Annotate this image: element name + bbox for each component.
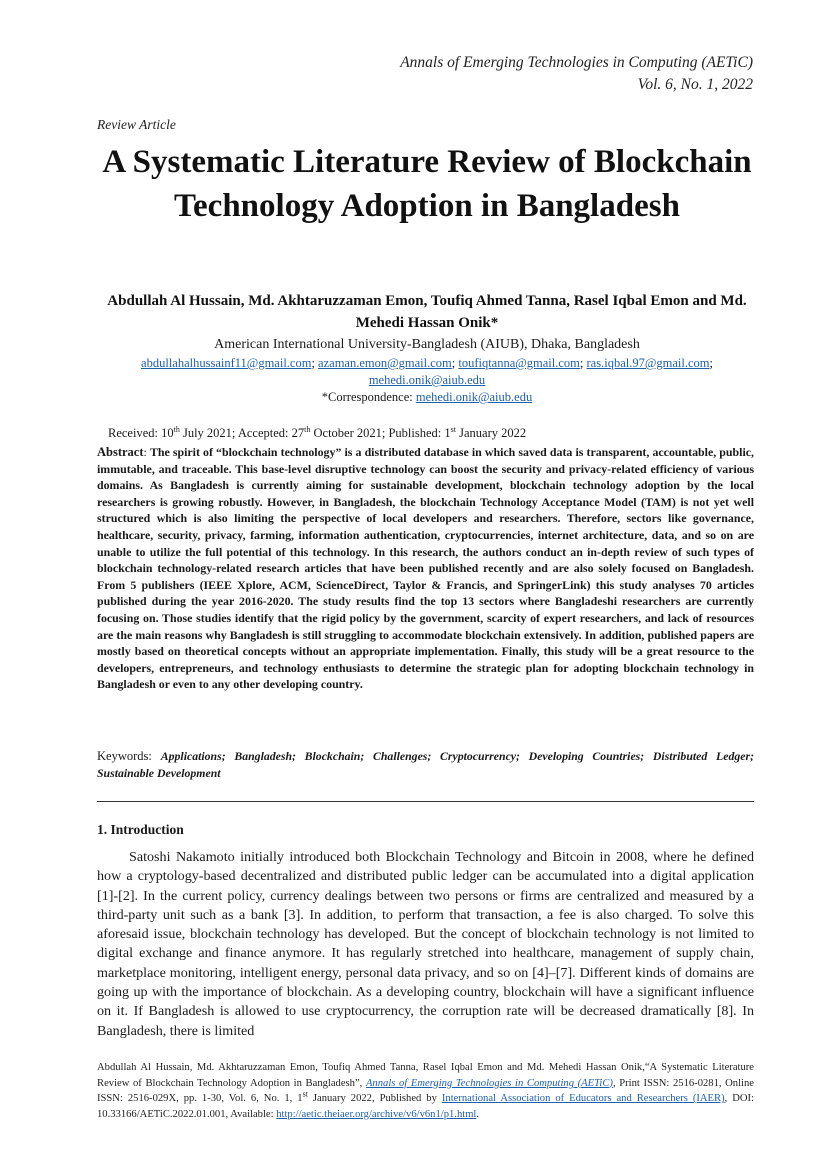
paper-title: A Systematic Literature Review of Blockchain Technology Adoption in Bangladesh	[102, 144, 752, 224]
correspondence-label: *Correspondence:	[321, 390, 416, 404]
abstract-text: The spirit of “blockchain technology” is a distributed database in which saved data is transparent, accountable, public, immutable, and traceable. This base-level disruptive technology can boost the security and privacy-related efficiency of various domains. As Bangladesh is currently aiming for sustainable development, blockchain technology adoption by the local researchers is growing robustly. However, in Bangladesh, the blockchain Technology Acceptance Model (TAM) is not yet well structured which is also limiting the perspective of local developers and researchers. Therefore, sectors like governance, healthcare, security, privacy, farming, information authentication, cryptocurrencies, internet architecture, data, and so on are unable to utilize the full potential of this technology. In this research, the authors conduct an in-depth review of such types of blockchain technology-related research articles that have been published recently and are also solely focused on Bangladesh. From 5 publishers (IEEE Xplore, ACM, ScienceDirect, Taylor & Francis, and SpringerLink) this study analyses 70 articles published during the year 2016-2020. The study results find the top 13 sectors where Bangladeshi researchers are currently focusing on. Those studies identify that the rigid policy by the government, scarcity of expert researchers, and lack of resources are the main reasons why Bangladesh is still struggling to accommodate blockchain extensively. In addition, published papers are mostly based on theoretical concepts without an appropriate implementation. Finally, this study will be a great resource to the developers, entrepreneurs, and technology enthusiasts to determine the strategic plan for adopting blockchain technology in Bangladesh or even to any other developing country.	[97, 445, 755, 692]
publisher-link[interactable]: International Association of Educators and Researchers (IAER)	[441, 1093, 725, 1104]
email-link[interactable]: abdullahalhussainf11@gmail.com	[141, 356, 312, 370]
email-link[interactable]: ras.iqbal.97@gmail.com	[586, 356, 710, 370]
author-list: Abdullah Al Hussain, Md. Akhtaruzzaman Emon, Toufiq Ahmed Tanna, Rasel Iqbal Emon and Md. Mehedi Hassan Onik*	[107, 293, 747, 331]
article-url-link[interactable]: http://aetic.theiaer.org/archive/v6/v6n1/p1.html	[276, 1108, 477, 1120]
affiliation: American International University-Bangladesh (AIUB), Dhaka, Bangladesh	[214, 337, 640, 352]
email-link[interactable]: toufiqtanna@gmail.com	[458, 356, 580, 370]
keywords-label: Keywords	[97, 749, 149, 763]
correspondence	[97, 389, 757, 406]
article-type: Review Article	[97, 117, 176, 132]
keywords-text: Applications; Bangladesh; Blockchain; Challenges; Cryptocurrency; Developing Countries; Distributed Ledger; Sustainable Development	[97, 749, 754, 780]
publication-dates: Received: 10th July 2021; Accepted: 27th October 2021; Published: 1st January 2022	[108, 424, 527, 440]
email-link[interactable]: azaman.emon@gmail.com	[318, 356, 452, 370]
email-link[interactable]: mehedi.onik@aiub.edu	[368, 373, 486, 387]
abstract-label: Abstract	[97, 445, 144, 459]
journal-name: Annals of Emerging Technologies in Computing (AETiC)	[400, 54, 753, 71]
section-heading: 1. Introduction	[97, 822, 184, 837]
keywords: Keywords: Applications; Bangladesh; Blockchain; Challenges; Cryptocurrency; Developing Countries; Distributed Ledger; Sustainable Development	[97, 749, 754, 780]
citation-footer: Abdullah Al Hussain, Md. Akhtaruzzaman Emon, Toufiq Ahmed Tanna, Rasel Iqbal Emon and Md. Mehedi Hassan Onik,“A Systematic Literature Review of Blockchain Technology Adoption in Bangladesh”, Annals of Emerging Technologies in Computing (AETiC), Print ISSN: 2516-0281, Online ISSN: 2516-029X, pp. 1-30, Vol. 6, No. 1, 1st January 2022, Published by International Association of Educators and Researchers (IAER), DOI: 10.33166/AETiC.2022.01.001, Available: http://aetic.theiaer.org/archive/v6/v6n1/p1.html.	[97, 1062, 754, 1120]
intro-paragraph: Satoshi Nakamoto initially introduced both Blockchain Technology and Bitcoin in 2008, where he defined how a cryptology-based decentralized and distributed public ledger can be accumulated into a digital application [1]-[2]. In the current policy, currency dealings between two persons or firms are centralized and measured by a third-party unit such as a bank [3]. In addition, to perform that transaction, a fee is also charged. To solve this aforesaid issue, blockchain technology has developed. But the concept of blockchain technology is not limited to digital exchange and finance anymore. It has regularly stretched into healthcare, management of supply chain, marketplace monitoring, intelligent energy, personal data privacy, and so on [4]–[7]. Different kinds of domains are going up with the importance of blockchain. As a developing country, blockchain will have a significant influence on it. If Bangladesh is allowed to use cryptocurrency, the corruption rate will be decreased dramatically [8]. In Bangladesh, there is limited	[97, 849, 754, 1039]
author-emails: abdullahalhussainf11@gmail.com; azaman.emon@gmail.com; toufiqtanna@gmail.com; ras.iqbal.97@gmail.com; mehedi.onik@aiub.edu	[141, 356, 713, 387]
abstract: Abstract: The spirit of “blockchain technology” is a distributed database in which saved data is transparent, accountable, public, immutable, and traceable. This base-level disruptive technology can boost the security and privacy-related efficiency of various domains. As Bangladesh is currently aiming for sustainable development, blockchain technology adoption by the local researchers is growing robustly. However, in Bangladesh, the blockchain Technology Acceptance Model (TAM) is not yet well structured which is also limiting the perspective of local developers and researchers. Therefore, sectors like governance, healthcare, security, privacy, farming, information authentication, cryptocurrencies, internet architecture, data, and so on are unable to utilize the full potential of this technology. In this research, the authors conduct an in-depth review of such types of blockchain technology-related research articles that have been published recently and are also solely focused on Bangladesh. From 5 publishers (IEEE Xplore, ACM, ScienceDirect, Taylor & Francis, and SpringerLink) this study analyses 70 articles published during the year 2016-2020. The study results find the top 13 sectors where Bangladeshi researchers are currently focusing on. Those studies identify that the rigid policy by the government, scarcity of expert researchers, and lack of resources are the main reasons why Bangladesh is still struggling to accommodate blockchain extensively. In addition, published papers are mostly based on theoretical concepts without an appropriate implementation. Finally, this study will be a great resource to the developers, entrepreneurs, and technology enthusiasts to determine the strategic plan for adopting blockchain technology in Bangladesh or even to any other developing country.	[97, 445, 755, 692]
journal-header	[400, 52, 753, 96]
journal-link[interactable]: Annals of Emerging Technologies in Computing (AETiC)	[365, 1077, 613, 1089]
section-divider	[97, 801, 754, 802]
correspondence-email-link[interactable]: mehedi.onik@aiub.edu	[415, 390, 533, 404]
journal-volume: Vol. 6, No. 1, 2022	[637, 76, 753, 93]
